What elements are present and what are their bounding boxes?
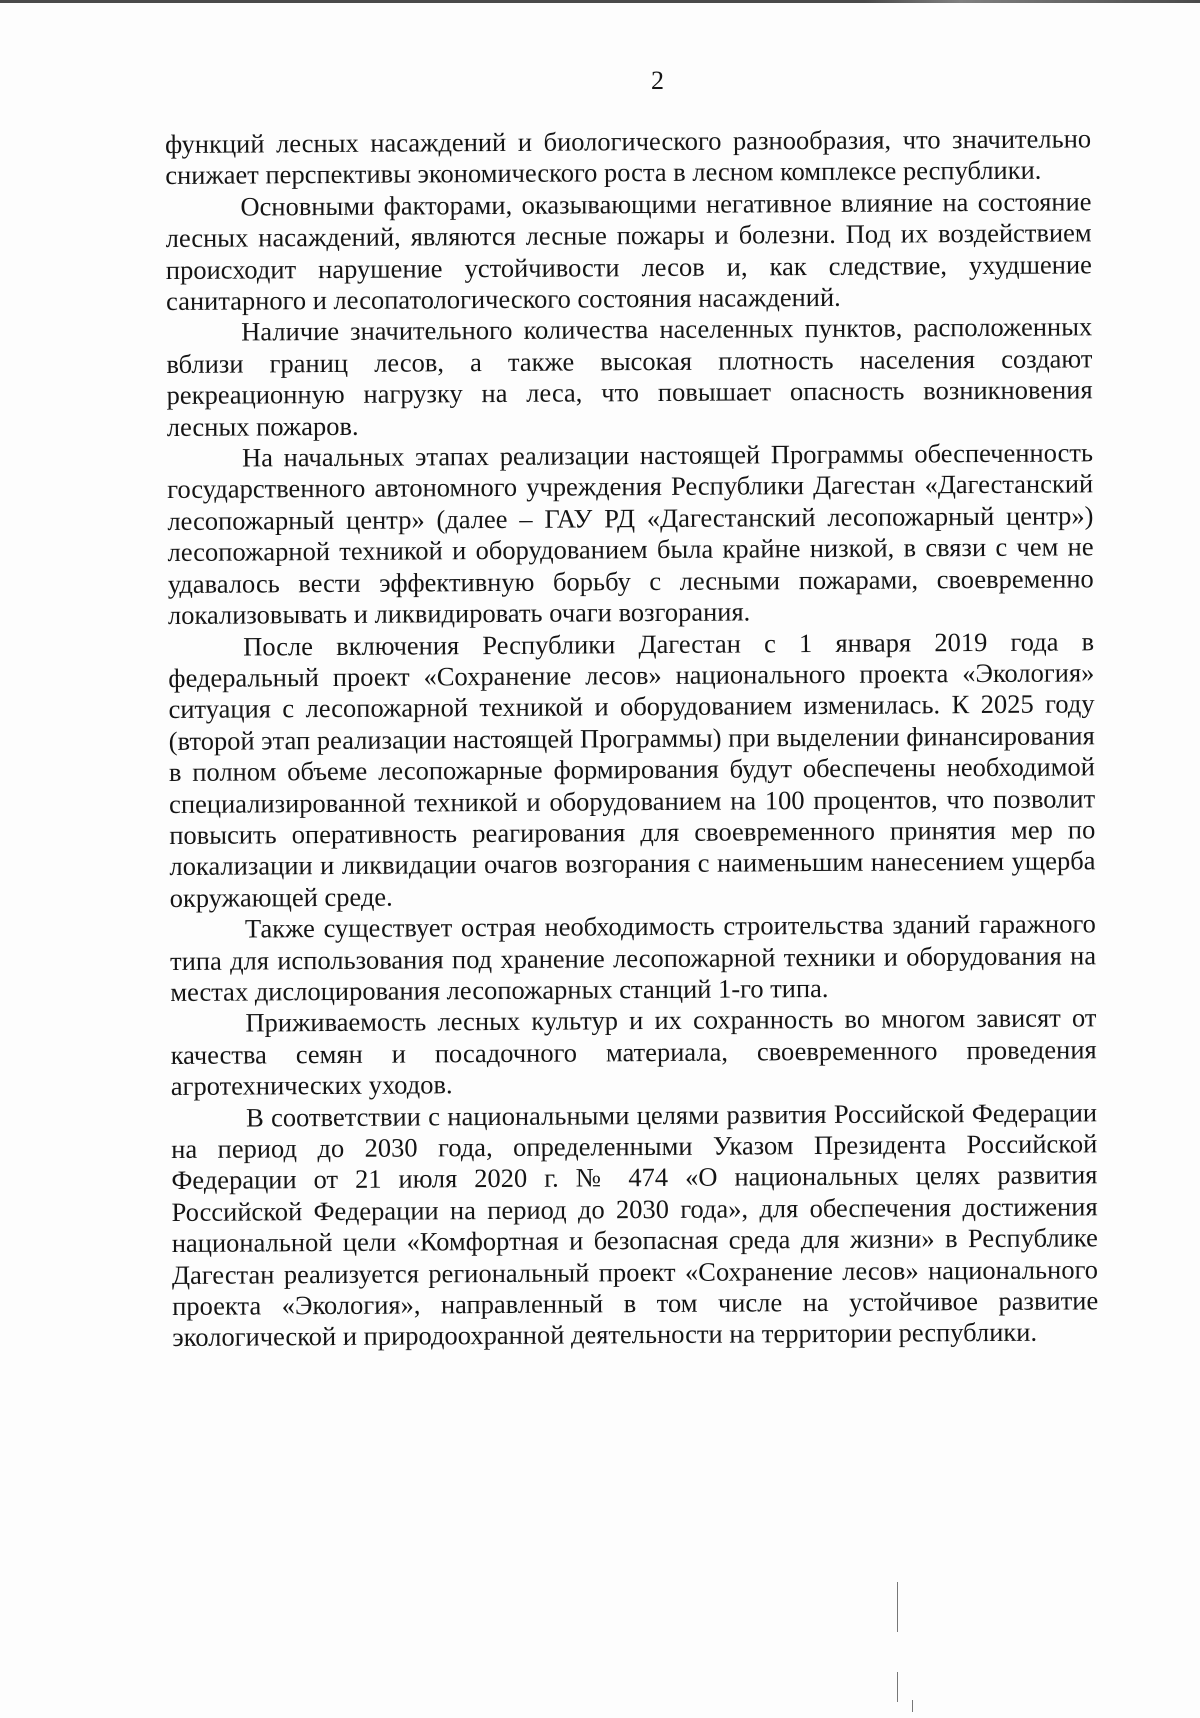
scan-artifact-mark	[897, 1672, 898, 1702]
paragraph-1: функций лесных насаждений и биологического разнообразия, что значительно снижает перспективы экономического роста в лесном комплексе республики.	[165, 123, 1092, 191]
document-body	[165, 123, 1098, 1353]
paragraph-4: На начальных этапах реализации настоящей Программы обеспеченность государственного автономного учреждения Республики Дагестан «Дагестанский лесопожарный центр» (далее – ГАУ РД «Дагестанский лесопожарный центр») лесопожарной техникой и оборудованием была крайне низкой, в связи с чем не удавалось вести эффективную борьбу с лесными пожарами, своевременно локализовывать и ликвидировать очаги возгорания.	[167, 437, 1094, 631]
paragraph-3: Наличие значительного количества населенных пунктов, расположенных вблизи границ лесов, а также высокая плотность населения создают рекреационную нагрузку на леса, что повышает опасность возникновения лесных пожаров.	[166, 311, 1093, 442]
scan-artifact-mark	[897, 1582, 898, 1632]
paragraph-7: Приживаемость лесных культур и их сохранность во многом зависят от качества семян и посадочного материала, своевременного проведения агротехнических уходов.	[170, 1002, 1097, 1102]
paragraph-2: Основными факторами, оказывающими негативное влияние на состояние лесных насаждений, являются лесные пожары и болезни. Под их воздействием происходит нарушение устойчивости лесов и, как следствие, ухудшение санитарного и лесопатологического состояния насаждений.	[165, 186, 1092, 317]
scan-artifact-mark	[912, 1700, 913, 1712]
page-number: 2	[651, 66, 664, 95]
scan-top-edge	[0, 0, 1200, 3]
paragraph-8: В соответствии с национальными целями развития Российской Федерации на период до 2030 года, определенными Указом Президента Российской Федерации от 21 июля 2020 г. № 474 «О национальных целях развития Российской Федерации на период до 2030 года», для обеспечения достижения национальной цели «Комфортная и безопасная среда для жизни» в Республике Дагестан реализуется региональный проект «Сохранение лесов» национального проекта «Экология», направленный в том числе на устойчивое развитие экологической и природоохранной деятельности на территории республики.	[171, 1096, 1099, 1353]
paragraph-5: После включения Республики Дагестан с 1 января 2019 года в федеральный проект «Сохранение лесов» национального проекта «Экология» ситуация с лесопожарной техникой и оборудованием изменилась. К 2025 году (второй этап реализации настоящей Программы) при выделении финансирования в полном объеме лесопожарные формирования будут обеспечены необходимой специализированной техникой и оборудованием на 100 процентов, что позволит повысить оперативность реагирования для своевременного принятия мер по локализации и ликвидации очагов возгорания с наименьшим нанесением ущерба окружающей среде.	[168, 625, 1096, 913]
paragraph-6: Также существует острая необходимость строительства зданий гаражного типа для использования под хранение лесопожарной техники и оборудования на местах дислоцирования лесопожарных станций 1-го типа.	[169, 908, 1097, 1007]
